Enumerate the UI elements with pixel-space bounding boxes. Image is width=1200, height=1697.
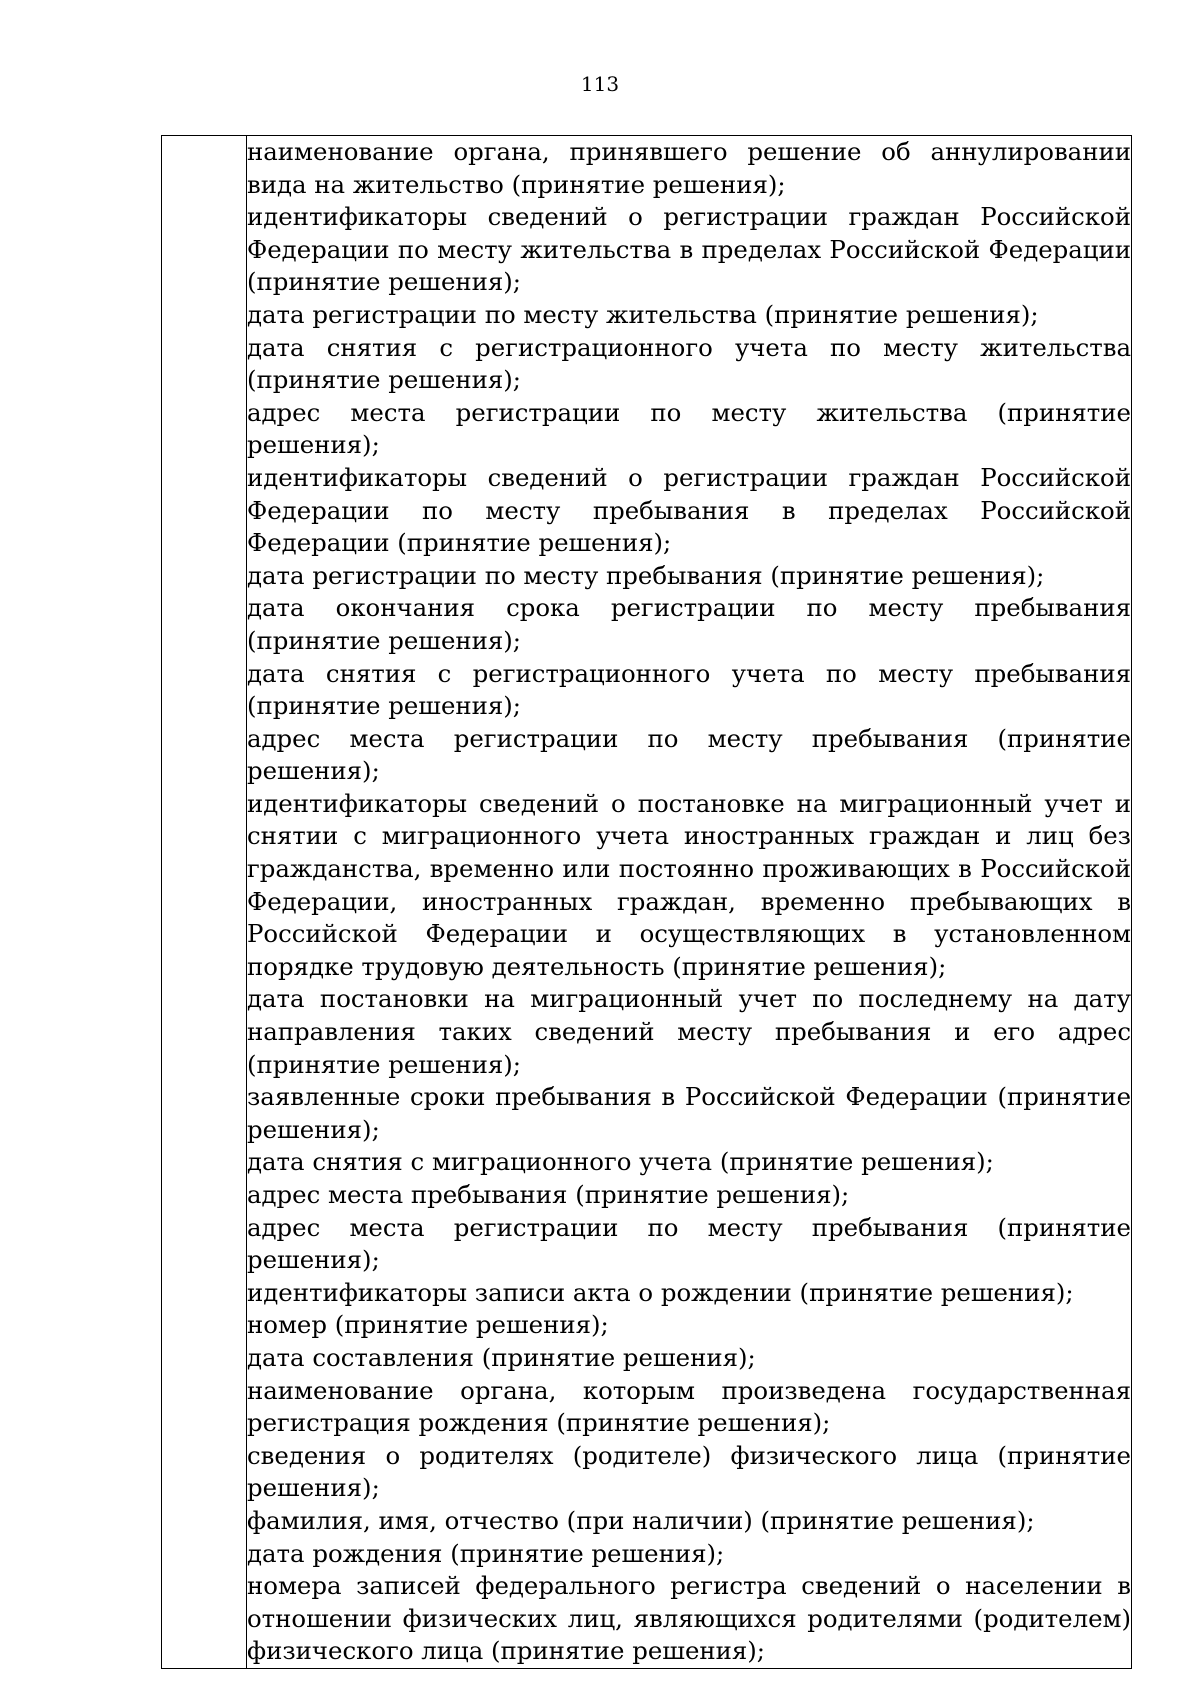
- list-item: идентификаторы сведений о регистрации граждан Российской Федерации по месту жительства в пределах Российской Федерации (принятие решения);: [247, 202, 1131, 297]
- page-number: 113: [580, 72, 620, 96]
- empty-cell: [162, 136, 247, 1669]
- list-item: номера записей федерального регистра сведений о населении в отношении физических лиц, являющихся родителями (родителем) физического лица (принятие решения);: [247, 1571, 1131, 1666]
- list-item: номер (принятие решения);: [247, 1310, 609, 1340]
- list-item: фамилия, имя, отчество (при наличии) (принятие решения);: [247, 1505, 1035, 1535]
- list-item: сведения о родителях (родителе) физического лица (принятие решения);: [247, 1440, 1131, 1503]
- list-item: дата снятия с миграционного учета (принятие решения);: [247, 1147, 994, 1177]
- list-item: наименование органа, принявшего решение об аннулировании вида на жительство (принятие решения);: [247, 137, 1131, 199]
- list-item: заявленные сроки пребывания в Российской Федерации (принятие решения);: [247, 1082, 1131, 1144]
- list-item: дата постановки на миграционный учет по последнему на дату направления таких сведений месту пребывания и его адрес (принятие решения);: [247, 984, 1131, 1079]
- table-row: [162, 136, 1132, 1669]
- list-item: идентификаторы сведений о постановке на миграционный учет и снятии с миграционного учета иностранных граждан и лиц без гражданства, временно или постоянно проживающих в Российской Федерации, иностранных граждан, временно пребывающих в Российской Федерации и осуществляющих в установленном порядке трудовую деятельность (принятие решения);: [247, 788, 1131, 981]
- list-item: идентификаторы записи акта о рождении (принятие решения);: [247, 1277, 1074, 1307]
- text-cell: [247, 136, 1132, 1669]
- content-table: [161, 135, 1132, 1669]
- list-item: дата рождения (принятие решения);: [247, 1538, 725, 1568]
- list-item: адрес места регистрации по месту жительства (принятие решения);: [247, 397, 1131, 460]
- list-item: идентификаторы сведений о регистрации граждан Российской Федерации по месту пребывания в пределах Российской Федерации (принятие решения);: [247, 462, 1131, 558]
- list-item: дата снятия с регистрационного учета по месту пребывания (принятие решения);: [247, 658, 1131, 721]
- list-item: дата окончания срока регистрации по месту пребывания (принятие решения);: [247, 593, 1131, 655]
- list-item: дата регистрации по месту жительства (принятие решения);: [247, 299, 1039, 329]
- list-item: наименование органа, которым произведена государственная регистрация рождения (принятие решения);: [247, 1375, 1131, 1438]
- list-item: дата регистрации по месту пребывания (принятие решения);: [247, 560, 1045, 590]
- list-item: адрес места регистрации по месту пребывания (принятие решения);: [247, 1212, 1131, 1275]
- list-item: адрес места пребывания (принятие решения);: [247, 1180, 850, 1209]
- list-item: адрес места регистрации по месту пребывания (принятие решения);: [247, 723, 1131, 786]
- list-item: дата составления (принятие решения);: [247, 1342, 756, 1372]
- list-item: дата снятия с регистрационного учета по месту жительства (принятие решения);: [247, 332, 1131, 395]
